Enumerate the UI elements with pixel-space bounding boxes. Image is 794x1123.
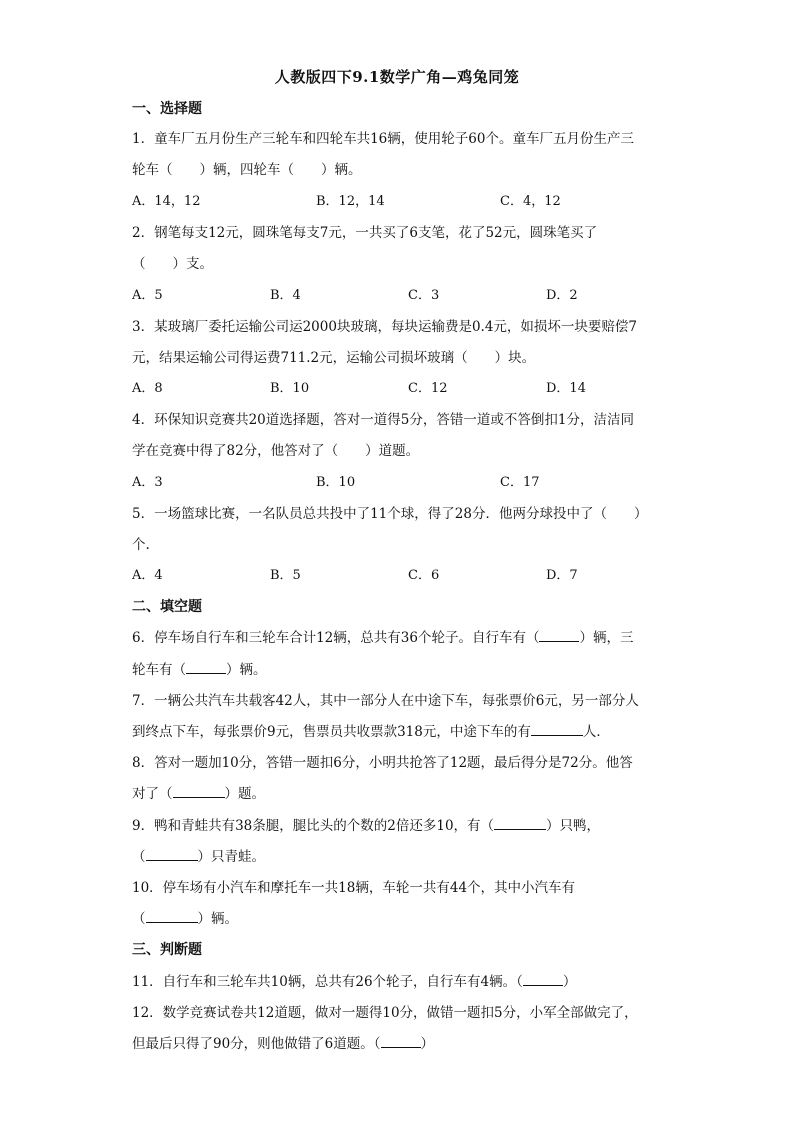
question-10-text-b: ）辆。 (197, 911, 238, 927)
answer-blank[interactable] (539, 629, 579, 642)
question-2-option-b: B．4 (270, 288, 301, 303)
question-11-text-a: 11．自行车和三轮车共10辆，总共有26个轮子，自行车有4辆。（ (132, 974, 523, 990)
question-12-text-a: 但最后只得了90分，则他做错了6道题。（ (132, 1036, 381, 1052)
section-fill-blank-heading: 二、填空题 (132, 599, 202, 615)
question-1-line-2: 轮车（ ）辆，四轮车（ ）辆。 (132, 162, 362, 178)
question-3-line-1: 3．某玻璃厂委托运输公司运2000块玻璃，每块运输费是0.4元，如损坏一块要赔偿7 (132, 319, 638, 335)
question-5-option-a: A．4 (132, 568, 163, 583)
question-6-line-1 (132, 629, 633, 647)
question-6-line-2 (132, 661, 267, 679)
question-3-line-2: 元，结果运输公司得运费711.2元，运输公司损坏玻璃（ ）块。 (132, 350, 536, 366)
question-1-line-1: 1．童车厂五月份生产三轮车和四轮车共16辆，使用轮子60个。童车厂五月份生产三 (132, 131, 634, 147)
question-7-text-b: 人． (582, 724, 610, 740)
question-6-text-c: 轮车有（ (132, 662, 186, 678)
question-9-text-a: 9．鸭和青蛙共有38条腿，腿比头的个数的2倍还多10，有（ (132, 818, 495, 834)
question-6-text-a: 6．停车场自行车和三轮车合计12辆，总共有36个轮子。自行车有（ (132, 630, 540, 646)
question-7-line-2 (132, 723, 610, 741)
question-4-option-b: B．10 (316, 475, 356, 490)
answer-blank[interactable] (146, 910, 198, 923)
question-3-option-d: D．14 (546, 381, 586, 396)
question-5-option-c: C．6 (408, 568, 440, 583)
question-2-option-c: C．3 (408, 288, 440, 303)
question-3-option-c: C．12 (408, 381, 448, 396)
question-5-option-d: D．7 (546, 568, 578, 583)
question-12-line-2 (132, 1035, 434, 1053)
question-11-text-b: ） (562, 974, 577, 990)
question-1-option-b: B．12，14 (316, 194, 385, 209)
question-4-line-2: 学在竞赛中得了82分，他答对了（ ）道题。 (132, 443, 420, 459)
answer-blank[interactable] (523, 973, 563, 986)
question-4-option-a: A．3 (132, 475, 163, 490)
question-2-option-a: A．5 (132, 288, 163, 303)
question-8-line-1: 8．答对一题加10分，答错一题扣6分，小明共抢答了12题，最后得分是72分。他答 (132, 755, 633, 771)
question-7-line-1: 7．一辆公共汽车共载客42人，其中一部分人在中途下车，每张票价6元，另一部分人 (132, 693, 639, 709)
question-7-text-a: 到终点下车，每张票价9元，售票员共收票款318元，中途下车的有 (132, 724, 531, 740)
question-9-text-d: ）只青蛙。 (197, 849, 265, 865)
question-3-option-a: A．8 (132, 381, 163, 396)
section-choice-heading: 一、选择题 (132, 101, 202, 117)
document-title: 人教版四下9.1数学广角—鸡兔同笼 (274, 68, 520, 86)
question-8-text-a: 对了（ (132, 786, 173, 802)
answer-blank[interactable] (381, 1035, 421, 1048)
question-10-line-2 (132, 910, 238, 928)
section-judgment-heading: 三、判断题 (132, 942, 202, 958)
answer-blank[interactable] (173, 785, 225, 798)
question-9-line-2 (132, 848, 265, 866)
question-9-text-c: （ (132, 849, 146, 865)
question-8-line-2 (132, 785, 265, 803)
question-12-line-1: 12．数学竞赛试卷共12道题，做对一题得10分，做错一题扣5分，小军全部做完了， (132, 1005, 638, 1021)
question-1-option-a: A．14，12 (132, 194, 201, 209)
question-5-line-1: 5．一场篮球比赛，一名队员总共投中了11个球，得了28分．他两分球投中了（ ） (132, 506, 648, 522)
question-1-option-c: C．4，12 (500, 194, 561, 209)
question-3-option-b: B．10 (270, 381, 310, 396)
question-4-option-c: C．17 (500, 475, 540, 490)
question-8-text-b: ）题。 (224, 786, 265, 802)
answer-blank[interactable] (186, 661, 226, 674)
question-9-line-1 (132, 817, 600, 835)
question-6-text-b: ）辆，三 (579, 630, 634, 646)
question-4-line-1: 4．环保知识竞赛共20道选择题，答对一道得5分，答错一道或不答倒扣1分，洁洁同 (132, 412, 634, 428)
question-11-line-1 (132, 973, 576, 991)
question-2-option-d: D．2 (546, 288, 578, 303)
question-5-line-2: 个. (132, 537, 150, 553)
question-2-line-2: （ ）支。 (132, 256, 213, 272)
answer-blank[interactable] (146, 848, 198, 861)
question-5-option-b: B．5 (270, 568, 301, 583)
answer-blank[interactable] (494, 817, 546, 830)
question-6-text-d: ）辆。 (226, 662, 267, 678)
question-10-line-1: 10．停车场有小汽车和摩托车一共18辆，车轮一共有44个，其中小汽车有 (132, 880, 576, 896)
question-9-text-b: ）只鸭， (546, 818, 601, 834)
question-10-text-a: （ (132, 911, 146, 927)
answer-blank[interactable] (531, 723, 583, 736)
question-12-text-b: ） (420, 1036, 435, 1052)
question-2-line-1: 2．钢笔每支12元，圆珠笔每支7元，一共买了6支笔，花了52元，圆珠笔买了 (132, 225, 598, 241)
